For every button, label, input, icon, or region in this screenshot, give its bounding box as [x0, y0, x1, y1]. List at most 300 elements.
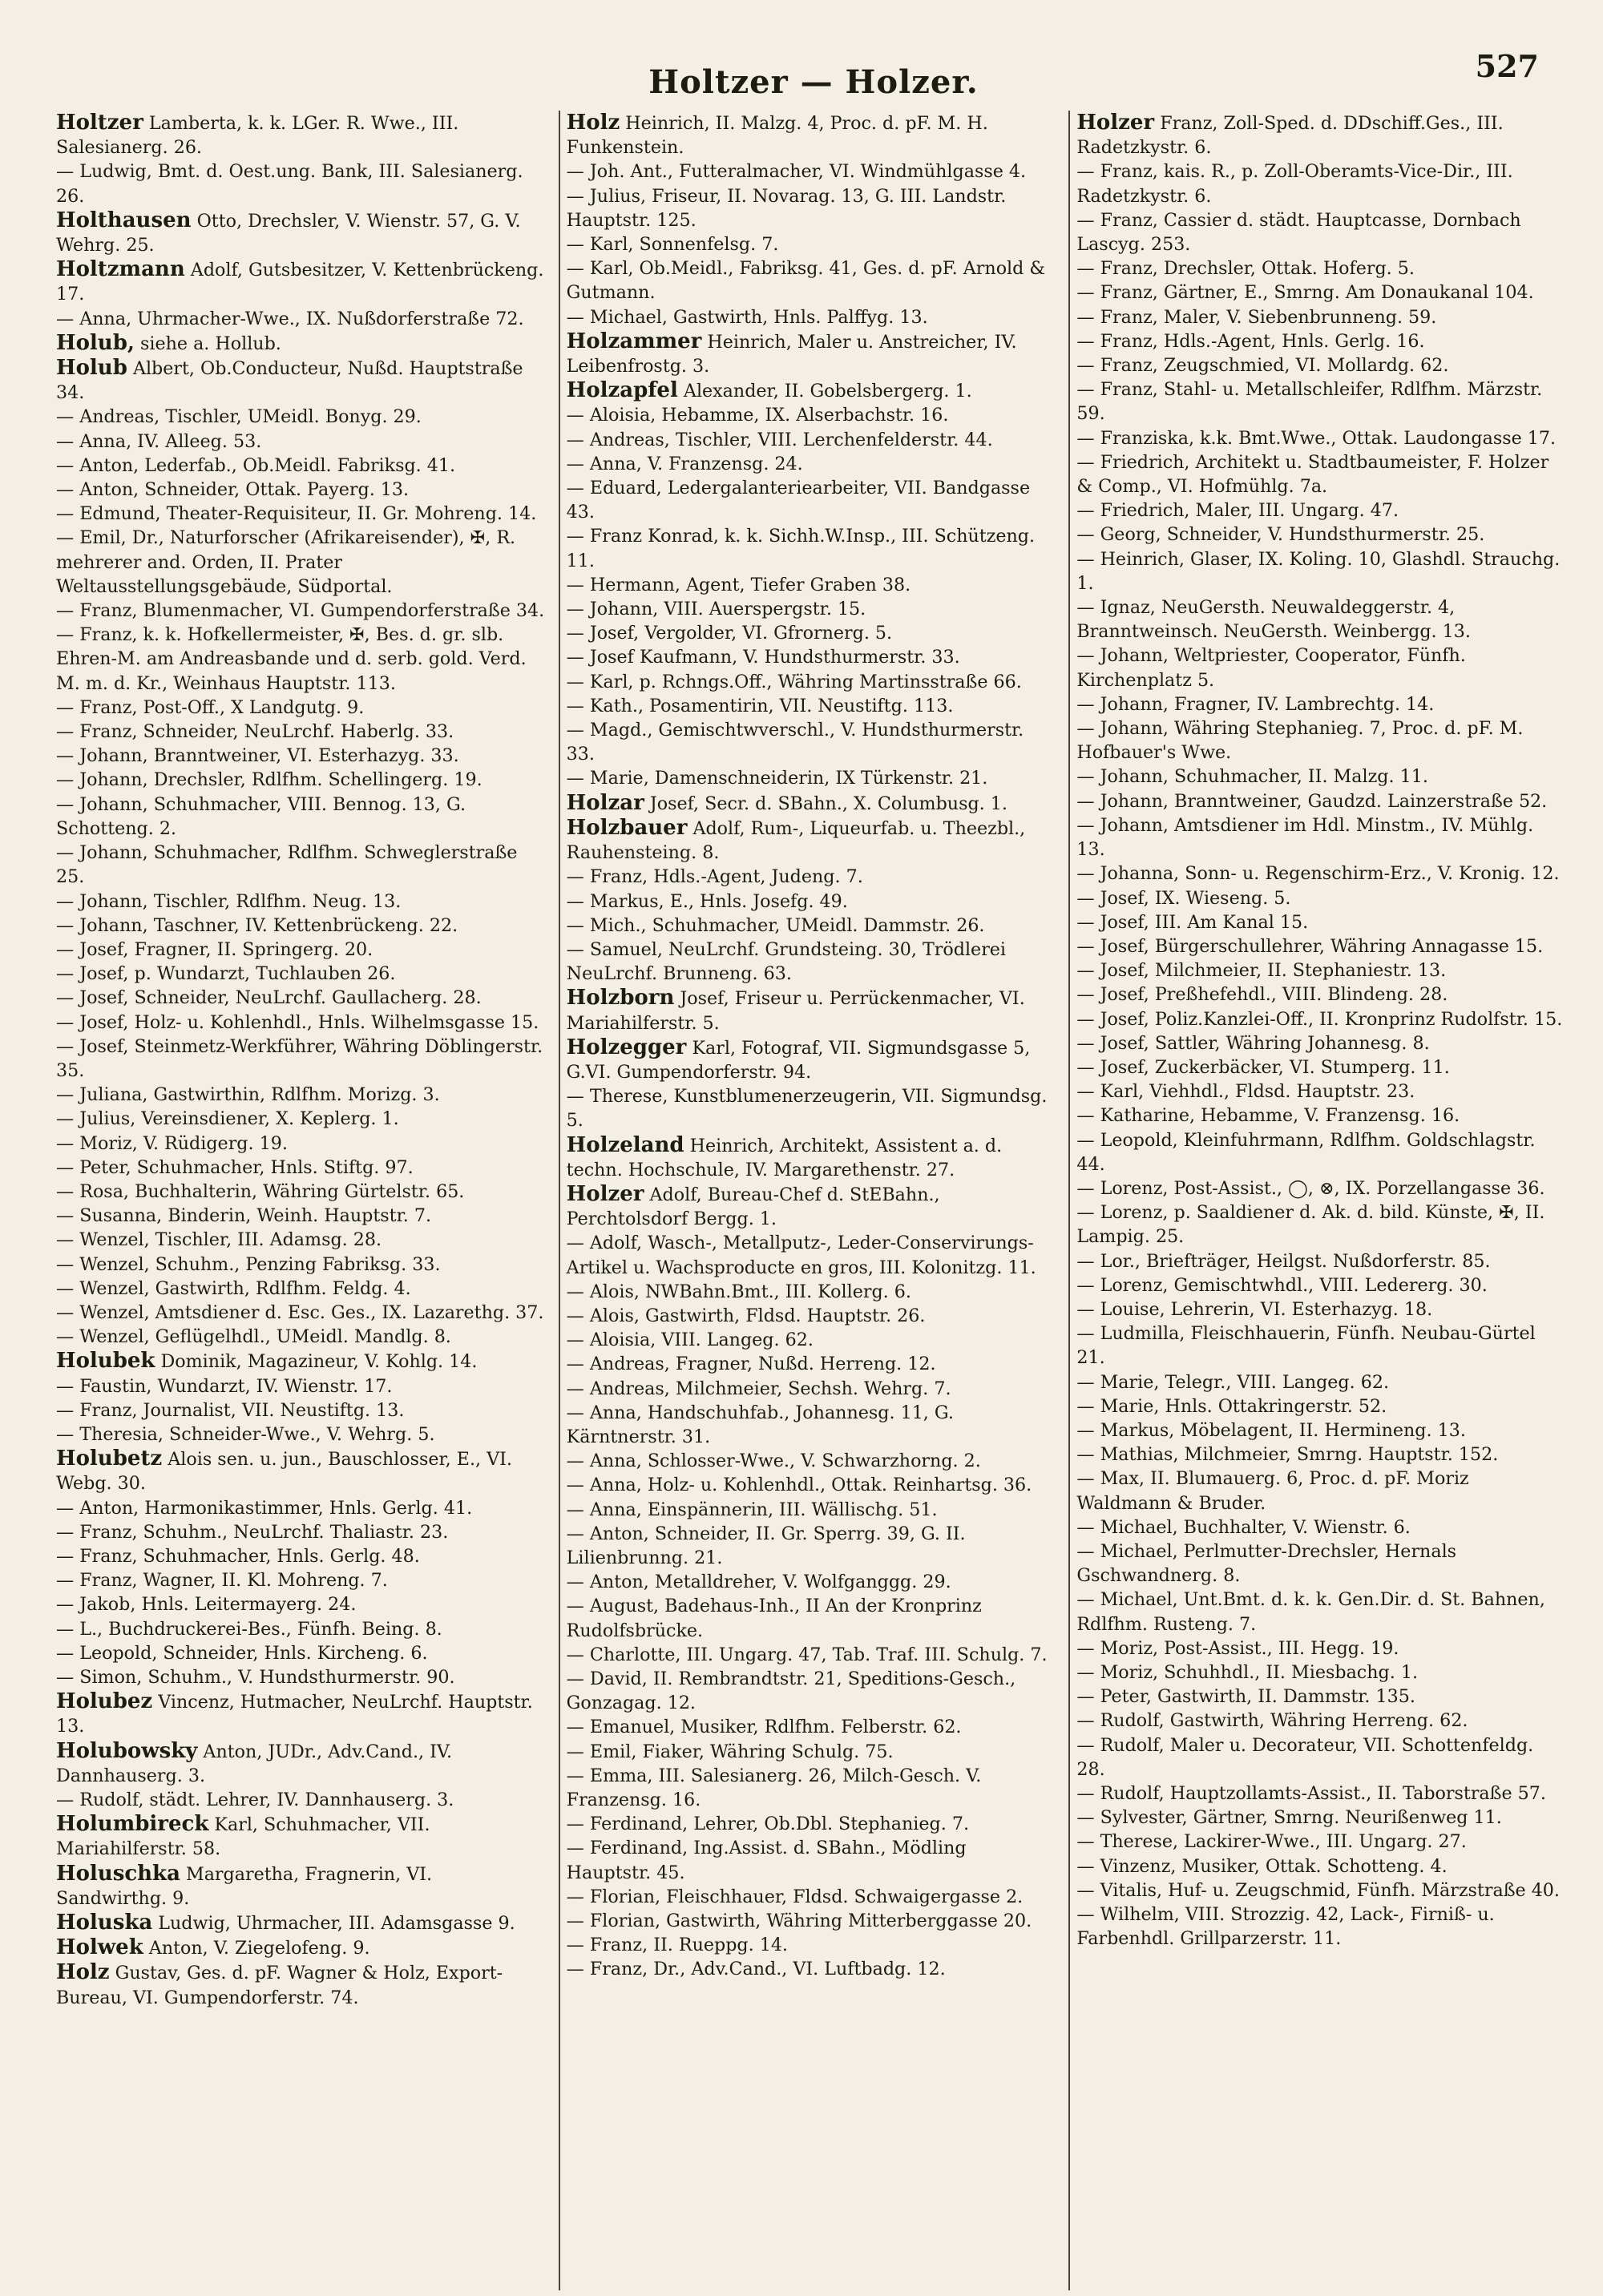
directory-entry: [567, 1280, 1056, 1304]
entry-text: — Franz, k. k. Hofkellermeister, ✠, Bes. d. gr. slb. Ehren-M. am Andreasbande und d. serb. gold. Verd. M. m. d. Kr., Weinhaus Hauptstr. 113.: [56, 624, 527, 694]
directory-entry: [1076, 498, 1566, 523]
entry-surname: Holuschka: [56, 1861, 180, 1886]
entry-surname: Holumbireck: [56, 1812, 209, 1837]
entry-text: — Andreas, Milchmeier, Sechsh. Wehrg. 7.: [566, 1378, 951, 1399]
directory-entry: [56, 307, 546, 331]
entry-text: — Josef, Steinmetz-Werkführer, Währing Döblingerstr. 35.: [56, 1035, 543, 1081]
directory-entry: [567, 329, 1056, 378]
entry-text: — Louise, Lehrerin, VI. Esterhazyg. 18.: [1076, 1298, 1433, 1320]
directory-entry: [56, 696, 546, 720]
entry-text: — Emanuel, Musiker, Rdlfhm. Felberstr. 62.: [566, 1717, 962, 1738]
directory-entry: [1076, 280, 1566, 305]
directory-entry: [1076, 1903, 1566, 1951]
directory-entry: [56, 1617, 546, 1641]
directory-entry: [567, 1182, 1056, 1231]
entry-surname: Holz: [566, 111, 620, 135]
directory-entry: [56, 1301, 546, 1325]
entry-text: — Wenzel, Tischler, III. Adamsg. 28.: [56, 1229, 382, 1251]
entry-text: — Franz, Hdls.-Agent, Hnls. Gerlg. 16.: [1076, 330, 1425, 352]
directory-entry: [567, 718, 1056, 766]
directory-entry: [56, 890, 546, 914]
directory-entry: [1076, 256, 1566, 280]
directory-entry: [56, 1374, 546, 1398]
directory-entry: [567, 1522, 1056, 1570]
entry-text: — Johann, Amtsdiener im Hdl. Minstm., IV. Mühlg. 13.: [1076, 814, 1534, 861]
entry-text: — Vinzenz, Musiker, Ottak. Schotteng. 4.: [1076, 1855, 1448, 1877]
entry-text: — Therese, Lackirer-Wwe., III. Ungarg. 27.: [1076, 1831, 1467, 1853]
entry-surname: Holub: [56, 356, 127, 381]
entry-text: — Franz, Cassier d. städt. Hauptcasse, Dornbach Lascyg. 253.: [1076, 209, 1521, 256]
entry-text: — Johanna, Sonn- u. Regenschirm-Erz., V. Kronig. 12.: [1076, 863, 1560, 885]
entry-text: — Jakob, Hnls. Leitermayerg. 24.: [56, 1594, 357, 1616]
entry-surname: Holzammer: [566, 329, 702, 353]
entry-text: Vincenz, Hutmacher, NeuLrchf. Hauptstr. 13.: [56, 1692, 533, 1737]
directory-entry: [1076, 1370, 1566, 1394]
entry-text: — Max, II. Blumauerg. 6, Proc. d. pF. Moriz Waldmann & Bruder.: [1076, 1468, 1469, 1514]
entry-surname: Holzeland: [566, 1132, 684, 1157]
directory-entry: [1076, 1200, 1566, 1249]
directory-entry: [56, 454, 546, 478]
entry-text: — Franz Konrad, k. k. Sichh.W.Insp., III. Schützeng. 11.: [566, 526, 1036, 571]
entry-text: — Ludmilla, Fleischhauerin, Fünfh. Neubau-Gürtel 21.: [1076, 1323, 1536, 1369]
directory-entry: [1076, 1854, 1566, 1878]
directory-entry: [56, 1277, 546, 1301]
entry-text: — Lorenz, Gemischtwhdl., VIII. Ledererg. 30.: [1076, 1274, 1488, 1296]
directory-entry: [1076, 1685, 1566, 1709]
entry-text: — Franz, Schuhmacher, Hnls. Gerlg. 48.: [56, 1545, 420, 1567]
directory-entry: [567, 1133, 1056, 1182]
entry-text: — Moriz, Schuhhdl., II. Miesbachg. 1.: [1076, 1662, 1418, 1683]
directory-entry: [567, 1328, 1056, 1352]
entry-text: — Franz, II. Rueppg. 14.: [566, 1935, 788, 1956]
entry-text: — Franz, Schneider, NeuLrchf. Haberlg. 33.: [56, 721, 454, 743]
directory-entry: [1076, 329, 1566, 353]
entry-text: — Marie, Hnls. Ottakringerstr. 52.: [1076, 1395, 1387, 1417]
directory-entry: [1076, 1733, 1566, 1782]
directory-entry: [56, 599, 546, 623]
directory-entry: [1076, 1322, 1566, 1370]
directory-entry: [567, 597, 1056, 621]
entry-text: Ludwig, Uhrmacher, III. Adamsgasse 9.: [158, 1913, 515, 1935]
entry-text: — Johann, Weltpriester, Cooperator, Fünfh. Kirchenplatz 5.: [1076, 645, 1466, 691]
entry-surname: Holubowsky: [56, 1738, 198, 1763]
entry-text: — Franz, Post-Off., X Landgutg. 9.: [56, 696, 365, 718]
directory-entry: [1076, 1467, 1566, 1515]
entry-text: — Julius, Friseur, II. Novarag. 13, G. III. Landstr. Hauptstr. 125.: [566, 185, 1007, 231]
directory-entry: [56, 1935, 546, 1960]
entry-text: — Michael, Perlmutter-Drechsler, Hernals Gschwandnerg. 8.: [1076, 1540, 1457, 1587]
directory-entry: [1076, 523, 1566, 547]
directory-entry: [1076, 1297, 1566, 1322]
entry-text: — Heinrich, Glaser, IX. Koling. 10, Glashdl. Strauchg. 1.: [1076, 548, 1561, 594]
directory-entry: [56, 1592, 546, 1616]
directory-entry: [567, 645, 1056, 669]
entry-text: — Michael, Buchhalter, V. Wienstr. 6.: [1076, 1516, 1411, 1538]
directory-entry: [567, 1909, 1056, 1933]
directory-entry: [56, 430, 546, 454]
entry-text: Karl, Fotograf, VII. Sigmundsgasse 5, G.VI. Gumpendorferstr. 94.: [566, 1037, 1031, 1083]
directory-entry: [1076, 1539, 1566, 1588]
directory-entry: [1076, 765, 1566, 789]
directory-entry: [1076, 692, 1566, 716]
directory-entry: [1076, 862, 1566, 886]
directory-entry: [56, 1349, 546, 1374]
directory-entry: [1076, 159, 1566, 208]
entry-text: — Anton, Metalldreher, V. Wolfganggg. 29.: [566, 1572, 951, 1593]
page-header: [56, 48, 1571, 101]
directory-entry: [56, 623, 546, 696]
directory-entry: [567, 184, 1056, 232]
directory-entry: [567, 1740, 1056, 1764]
directory-column-1: [56, 111, 551, 2290]
directory-entry: [1076, 1418, 1566, 1443]
entry-text: — Charlotte, III. Ungarg. 47, Tab. Traf. III. Schulg. 7.: [566, 1644, 1048, 1665]
entry-text: — Eduard, Ledergalanteriearbeiter, VII. Bandgasse 43.: [566, 478, 1031, 523]
entry-surname: Holzapfel: [566, 378, 678, 403]
entry-text: — Moriz, Post-Assist., III. Hegg. 19.: [1076, 1637, 1399, 1659]
directory-entry: [1076, 1709, 1566, 1733]
entry-text: — Franziska, k.k. Bmt.Wwe., Ottak. Laudongasse 17.: [1076, 427, 1557, 449]
entry-text: — Theresia, Schneider-Wwe., V. Wehrg. 5.: [56, 1423, 435, 1445]
entry-text: — Josef, Sattler, Währing Johannesg. 8.: [1076, 1032, 1430, 1054]
entry-text: — Samuel, NeuLrchf. Grundsteing. 30, Trödlerei NeuLrchf. Brunneng. 63.: [566, 938, 1007, 985]
entry-text: — Karl, p. Rchngs.Off., Währing Martinsstraße 66.: [566, 671, 1022, 692]
directory-entry: [1076, 1806, 1566, 1830]
directory-entry: [1076, 886, 1566, 910]
entry-text: — Alois, Gastwirth, Fldsd. Hauptstr. 26.: [566, 1305, 926, 1326]
directory-column-2: [559, 111, 1061, 2290]
directory-entry: [1076, 1660, 1566, 1685]
entry-text: — Florian, Fleischhauer, Fldsd. Schwaigergasse 2.: [566, 1886, 1024, 1907]
directory-entry: [56, 914, 546, 938]
directory-entry: [567, 816, 1056, 865]
entry-text: siehe a. Hollub.: [139, 333, 281, 354]
directory-entry: [56, 841, 546, 889]
entry-text: — August, Badehaus-Inh., II An der Kronprinz Rudolfsbrücke.: [566, 1596, 982, 1641]
entry-text: — Franz, Dr., Adv.Cand., VI. Luftbadg. 12.: [566, 1959, 946, 1980]
directory-entry: [1076, 1176, 1566, 1200]
entry-text: — Rosa, Buchhalterin, Währing Gürtelstr. 65.: [56, 1180, 465, 1202]
entry-text: — Josef, Zuckerbäcker, VI. Stumperg. 11.: [1076, 1056, 1450, 1078]
entry-text: — Alois, NWBahn.Bmt., III. Kollerg. 6.: [566, 1281, 911, 1302]
directory-entry: [1076, 1588, 1566, 1636]
directory-entry: [567, 1352, 1056, 1376]
entry-text: — Franz, Zeugschmied, VI. Mollardg. 62.: [1076, 355, 1449, 377]
directory-entry: [567, 1377, 1056, 1401]
directory-entry: [56, 768, 546, 792]
directory-entry: [567, 452, 1056, 476]
directory-entry: [56, 1520, 546, 1544]
entry-text: — Anna, Schlosser-Wwe., V. Schwarzhorng. 2.: [566, 1451, 981, 1472]
entry-text: — Josef, Preßhefehdl., VIII. Blindeng. 28.: [1076, 984, 1448, 1006]
directory-entry: [56, 1083, 546, 1107]
directory-entry: [1076, 934, 1566, 958]
directory-entry: [567, 232, 1056, 256]
directory-entry: [1076, 208, 1566, 256]
directory-entry: [567, 428, 1056, 452]
entry-text: — Johann, Währing Stephanieg. 7, Proc. d. pF. M. Hofbauer's Wwe.: [1076, 718, 1524, 764]
directory-entry: [567, 1764, 1056, 1812]
entry-text: — Rudolf, Hauptzollamts-Assist., II. Taborstraße 57.: [1076, 1783, 1546, 1805]
directory-entry: [56, 720, 546, 744]
directory-entry: [567, 1715, 1056, 1739]
entry-text: — Anna, Uhrmacher-Wwe., IX. Nußdorferstraße 72.: [56, 308, 524, 329]
directory-entry: [56, 1035, 546, 1083]
entry-text: — Josef Kaufmann, V. Hundsthurmerstr. 33.: [566, 647, 960, 668]
entry-text: — Josef, IX. Wieseng. 5.: [1076, 887, 1291, 909]
entry-text: — Edmund, Theater-Requisiteur, II. Gr. Mohreng. 14.: [56, 503, 537, 525]
entry-text: — Josef, Milchmeier, II. Stephaniestr. 13.: [1076, 960, 1447, 982]
directory-entry: [1076, 644, 1566, 692]
directory-entry: [567, 890, 1056, 914]
entry-surname: Holubez: [56, 1689, 153, 1714]
entry-text: — Ferdinand, Lehrer, Ob.Dbl. Stephanieg. 7.: [566, 1814, 970, 1835]
entry-text: — Wenzel, Amtsdiener d. Esc. Ges., IX. Lazarethg. 37.: [56, 1301, 544, 1323]
directory-entry: [567, 1667, 1056, 1715]
directory-entry: [567, 403, 1056, 427]
directory-entry: [1076, 1515, 1566, 1539]
directory-entry: [567, 1401, 1056, 1449]
entry-text: — Johann, Branntweiner, VI. Esterhazyg. 33.: [56, 745, 459, 767]
entry-surname: Holzar: [566, 790, 644, 815]
directory-entry: [567, 1643, 1056, 1667]
entry-text: — Josef, Vergolder, VI. Gfrornerg. 5.: [566, 623, 893, 644]
directory-entry: [567, 378, 1056, 403]
entry-text: Heinrich, II. Malzg. 4, Proc. d. pF. M. H. Funkenstein.: [566, 113, 988, 159]
directory-entry: [1076, 1104, 1566, 1128]
entry-text: Adolf, Gutsbesitzer, V. Kettenbrückeng. 17.: [56, 260, 544, 305]
entry-text: — Wenzel, Schuhm., Penzing Fabriksg. 33.: [56, 1253, 441, 1275]
directory-entry: [1076, 1079, 1566, 1104]
entry-text: — Emil, Fiaker, Währing Schulg. 75.: [566, 1741, 894, 1762]
directory-entry: [567, 1836, 1056, 1884]
entry-text: — Anton, Lederfab., Ob.Meidl. Fabriksg. 41.: [56, 454, 456, 476]
entry-text: — Wilhelm, VIII. Strozzig. 42, Lack-, Firniß- u. Farbenhdl. Grillparzerstr. 11.: [1076, 1904, 1495, 1950]
directory-entry: [567, 111, 1056, 159]
directory-entry: [1076, 1830, 1566, 1854]
directory-entry: [1076, 910, 1566, 934]
entry-text: — Johann, Tischler, Rdlfhm. Neug. 13.: [56, 890, 402, 912]
directory-entry: [1076, 1394, 1566, 1418]
entry-text: — Adolf, Wasch-, Metallputz-, Leder-Conservirungs-Artikel u. Wachsproducte en gros, III. Kolonitzg. 11.: [566, 1233, 1036, 1278]
directory-entry: [56, 938, 546, 962]
entry-text: — Franz, Stahl- u. Metallschleifer, Rdlfhm. Märzstr. 59.: [1076, 379, 1543, 425]
directory-entry: [567, 1885, 1056, 1909]
entry-text: — Josef, Bürgerschullehrer, Währing Annagasse 15.: [1076, 935, 1544, 957]
entry-text: Franz, Zoll-Sped. d. DDschiff.Ges., III. Radetzkystr. 6.: [1076, 113, 1504, 159]
entry-text: Lamberta, k. k. LGer. R. Wwe., III. Salesianerg. 26.: [56, 113, 459, 159]
directory-entry: [1076, 983, 1566, 1007]
directory-entry: [1076, 1443, 1566, 1467]
directory-entry: [567, 938, 1056, 986]
directory-entry: [56, 257, 546, 306]
entry-text: — Ignaz, NeuGersth. Neuwaldeggerstr. 4, Branntweinsch. NeuGersth. Weinbergg. 13.: [1076, 597, 1471, 643]
entry-text: — Anton, Schneider, II. Gr. Sperrg. 39, G. II. Lilienbrunng. 21.: [566, 1523, 966, 1568]
directory-entry: [56, 1253, 546, 1277]
directory-columns: [56, 111, 1571, 2290]
directory-column-3: [1068, 111, 1571, 2290]
entry-text: — Katharine, Hebamme, V. Franzensg. 16.: [1076, 1105, 1460, 1127]
entry-surname: Holubetz: [56, 1447, 163, 1471]
entry-text: Alexander, II. Gobelsbergerg. 1.: [683, 381, 972, 402]
directory-entry: [1076, 813, 1566, 862]
entry-text: — Lor., Briefträger, Heilgst. Nußdorferstr. 85.: [1076, 1250, 1491, 1272]
directory-entry: [56, 1398, 546, 1422]
entry-text: — Rudolf, Maler u. Decorateur, VII. Schottenfeldg. 28.: [1076, 1734, 1534, 1780]
entry-surname: Holzbauer: [566, 815, 688, 840]
entry-text: Anton, V. Ziegelofeng. 9.: [148, 1938, 370, 1959]
directory-entry: [1076, 1249, 1566, 1273]
directory-entry: [56, 1447, 546, 1495]
page-number: 527: [1475, 48, 1539, 84]
directory-entry: [1076, 1636, 1566, 1660]
entry-surname: Holzegger: [566, 1035, 687, 1059]
entry-text: — Andreas, Tischler, UMeidl. Bonyg. 29.: [56, 406, 422, 428]
directory-entry: [56, 208, 546, 257]
entry-text: — Vitalis, Huf- u. Zeugschmid, Fünfh. Märzstraße 40.: [1076, 1879, 1560, 1901]
entry-text: — Anna, Holz- u. Kohlenhdl., Ottak. Reinhartsg. 36.: [566, 1475, 1032, 1496]
directory-entry: [567, 1084, 1056, 1132]
entry-text: — Josef, Schneider, NeuLrchf. Gaullacherg. 28.: [56, 987, 482, 1009]
entry-text: — Johann, VIII. Auerspergstr. 15.: [566, 599, 866, 620]
entry-text: — Johann, Branntweiner, Gaudzd. Lainzerstraße 52.: [1076, 790, 1548, 812]
entry-surname: Holtzmann: [56, 257, 185, 282]
directory-entry: [56, 744, 546, 768]
directory-entry: [1076, 111, 1566, 159]
entry-text: — Franz, Gärtner, E., Smrng. Am Donaukanal 104.: [1076, 282, 1534, 304]
entry-text: — Florian, Gastwirth, Währing Mitterberggasse 20.: [566, 1911, 1032, 1932]
entry-text: — Franz, Schuhm., NeuLrchf. Thaliastr. 23.: [56, 1521, 449, 1543]
entry-text: — Marie, Telegr., VIII. Langeg. 62.: [1076, 1371, 1390, 1393]
entry-text: Heinrich, Maler u. Anstreicher, IV. Leibenfrostg. 3.: [566, 331, 1017, 377]
directory-entry: [567, 1449, 1056, 1473]
entry-text: — Marie, Damenschneiderin, IX Türkenstr. 21.: [566, 768, 988, 789]
entry-text: — Magd., Gemischtwverschl., V. Hundsthurmerstr. 33.: [566, 720, 1024, 765]
entry-text: — Karl, Viehhdl., Fldsd. Hauptstr. 23.: [1076, 1081, 1415, 1103]
entry-text: — Wenzel, Geflügelhdl., UMeidl. Mandlg. 8.: [56, 1326, 451, 1348]
directory-entry: [1076, 353, 1566, 377]
entry-text: — Karl, Sonnenfelsg. 7.: [566, 234, 779, 256]
entry-text: — Aloisia, VIII. Langeg. 62.: [566, 1330, 814, 1351]
directory-entry: [1076, 1031, 1566, 1055]
directory-entry: [567, 159, 1056, 184]
entry-text: Adolf, Bureau-Chef d. StEBahn., Perchtolsdorf Bergg. 1.: [566, 1184, 940, 1230]
directory-entry: [567, 256, 1056, 305]
directory-entry: [1076, 426, 1566, 450]
directory-entry: [567, 1304, 1056, 1328]
entry-text: — Peter, Gastwirth, II. Dammstr. 135.: [1076, 1686, 1415, 1708]
entry-surname: Holthausen: [56, 208, 192, 232]
entry-text: — Johann, Schuhmacher, Rdlfhm. Schweglerstraße 25.: [56, 842, 518, 888]
entry-text: — Faustin, Wundarzt, IV. Wienstr. 17.: [56, 1375, 393, 1397]
entry-text: — Michael, Gastwirth, Hnls. Palffyg. 13.: [566, 306, 928, 328]
entry-text: — Lorenz, Post-Assist., ◯, ⊗, IX. Porzellangasse 36.: [1076, 1177, 1545, 1199]
entry-surname: Holtzer: [56, 111, 143, 135]
entry-text: Dominik, Magazineur, V. Kohlg. 14.: [160, 1351, 478, 1373]
entry-text: — Markus, E., Hnls. Josefg. 49.: [566, 890, 848, 912]
entry-text: — Mathias, Milchmeier, Smrng. Hauptstr. 152.: [1076, 1444, 1499, 1466]
directory-entry: [56, 478, 546, 502]
entry-text: Anton, JUDr., Adv.Cand., IV. Dannhauserg. 3.: [56, 1741, 453, 1786]
directory-entry: [567, 1957, 1056, 1981]
directory-entry: [567, 914, 1056, 938]
directory-entry: [1076, 1007, 1566, 1031]
entry-text: — Leopold, Schneider, Hnls. Kircheng. 6.: [56, 1642, 428, 1664]
entry-text: — Andreas, Fragner, Nußd. Herreng. 12.: [566, 1354, 936, 1375]
entry-text: — Leopold, Kleinfuhrmann, Rdlfhm. Goldschlagstr. 44.: [1076, 1129, 1536, 1175]
entry-text: — Hermann, Agent, Tiefer Graben 38.: [566, 574, 911, 595]
entry-surname: Holubek: [56, 1349, 155, 1374]
entry-text: — Johann, Schuhmacher, II. Malzg. 11.: [1076, 766, 1428, 788]
entry-text: — Michael, Unt.Bmt. d. k. k. Gen.Dir. d. St. Bahnen, Rdlfhm. Rusteng. 7.: [1076, 1589, 1545, 1635]
directory-entry: [56, 1011, 546, 1035]
entry-text: — David, II. Rembrandtstr. 21, Speditions-Gesch., Gonzagag. 12.: [566, 1669, 1016, 1714]
entry-text: Josef, Secr. d. SBahn., X. Columbusg. 1.: [649, 793, 1007, 814]
directory-entry: [567, 573, 1056, 597]
entry-text: Alois sen. u. jun., Bauschlosser, E., VI. Webg. 30.: [56, 1449, 512, 1495]
directory-entry: [1076, 789, 1566, 813]
entry-text: — Lorenz, p. Saaldiener d. Ak. d. bild. Künste, ✠, II. Lampig. 25.: [1076, 1202, 1545, 1248]
directory-entry: [56, 962, 546, 986]
directory-entry: [56, 1641, 546, 1665]
directory-entry: [56, 1862, 546, 1911]
directory-entry: [56, 1180, 546, 1204]
entry-surname: Holzer: [566, 1181, 644, 1206]
directory-entry: [1076, 1128, 1566, 1176]
directory-entry: [1076, 377, 1566, 426]
entry-text: — Ludwig, Bmt. d. Oest.ung. Bank, III. Salesianerg. 26.: [56, 161, 523, 207]
directory-entry: [56, 405, 546, 429]
directory-entry: [1076, 595, 1566, 644]
directory-entry: [56, 1788, 546, 1812]
directory-entry: [567, 476, 1056, 524]
entry-surname: Holz: [56, 1960, 110, 1985]
entry-text: Karl, Schuhmacher, VII. Mariahilferstr. 58.: [56, 1814, 430, 1860]
entry-text: — L., Buchdruckerei-Bes., Fünfh. Being. 8.: [56, 1618, 442, 1640]
directory-entry: [1076, 716, 1566, 765]
entry-surname: Holzer: [1076, 111, 1155, 135]
entry-text: — Johann, Fragner, IV. Lambrechtg. 14.: [1076, 693, 1435, 715]
directory-entry: [56, 1228, 546, 1252]
directory-entry: [567, 986, 1056, 1035]
directory-entry: [1076, 1782, 1566, 1806]
entry-text: — Emma, III. Salesianerg. 26, Milch-Gesch. V. Franzensg. 16.: [566, 1765, 982, 1811]
directory-entry: [567, 865, 1056, 889]
directory-entry: [56, 356, 546, 405]
entry-text: — Anna, IV. Alleeg. 53.: [56, 430, 262, 452]
directory-entry: [1076, 958, 1566, 983]
entry-text: — Andreas, Tischler, VIII. Lerchenfelderstr. 44.: [566, 429, 993, 450]
directory-entry: [56, 1568, 546, 1592]
entry-surname: Holub,: [56, 330, 135, 355]
directory-entry: [567, 1473, 1056, 1497]
entry-text: — Therese, Kunstblumenerzeugerin, VII. Sigmundsg. 5.: [566, 1086, 1048, 1132]
entry-text: — Franz, Hdls.-Agent, Judeng. 7.: [566, 866, 863, 888]
entry-surname: Holuska: [56, 1911, 153, 1935]
entry-text: — Simon, Schuhm., V. Hundsthurmerstr. 90.: [56, 1667, 455, 1688]
directory-entry: [567, 1035, 1056, 1084]
entry-text: Adolf, Rum-, Liqueurfab. u. Theezbl., Rauhensteing. 8.: [566, 817, 1026, 864]
entry-text: — Anton, Schneider, Ottak. Payerg. 13.: [56, 479, 410, 501]
entry-text: Josef, Friseur u. Perrückenmacher, VI. Mariahilferstr. 5.: [566, 988, 1025, 1034]
entry-text: Margaretha, Fragnerin, VI. Sandwirthg. 9.: [56, 1863, 433, 1909]
directory-entry: [567, 766, 1056, 790]
entry-text: — Friedrich, Architekt u. Stadtbaumeister, F. Holzer & Comp., VI. Hofmühlg. 7a.: [1076, 451, 1549, 498]
entry-text: — Kath., Posamentirin, VII. Neustiftg. 113.: [566, 695, 954, 716]
directory-entry: [56, 1689, 546, 1738]
entry-text: Otto, Drechsler, V. Wienstr. 57, G. V. Wehrg. 25.: [56, 210, 521, 256]
entry-text: — Josef, Poliz.Kanzlei-Off., II. Kronprinz Rudolfstr. 15.: [1076, 1008, 1563, 1030]
